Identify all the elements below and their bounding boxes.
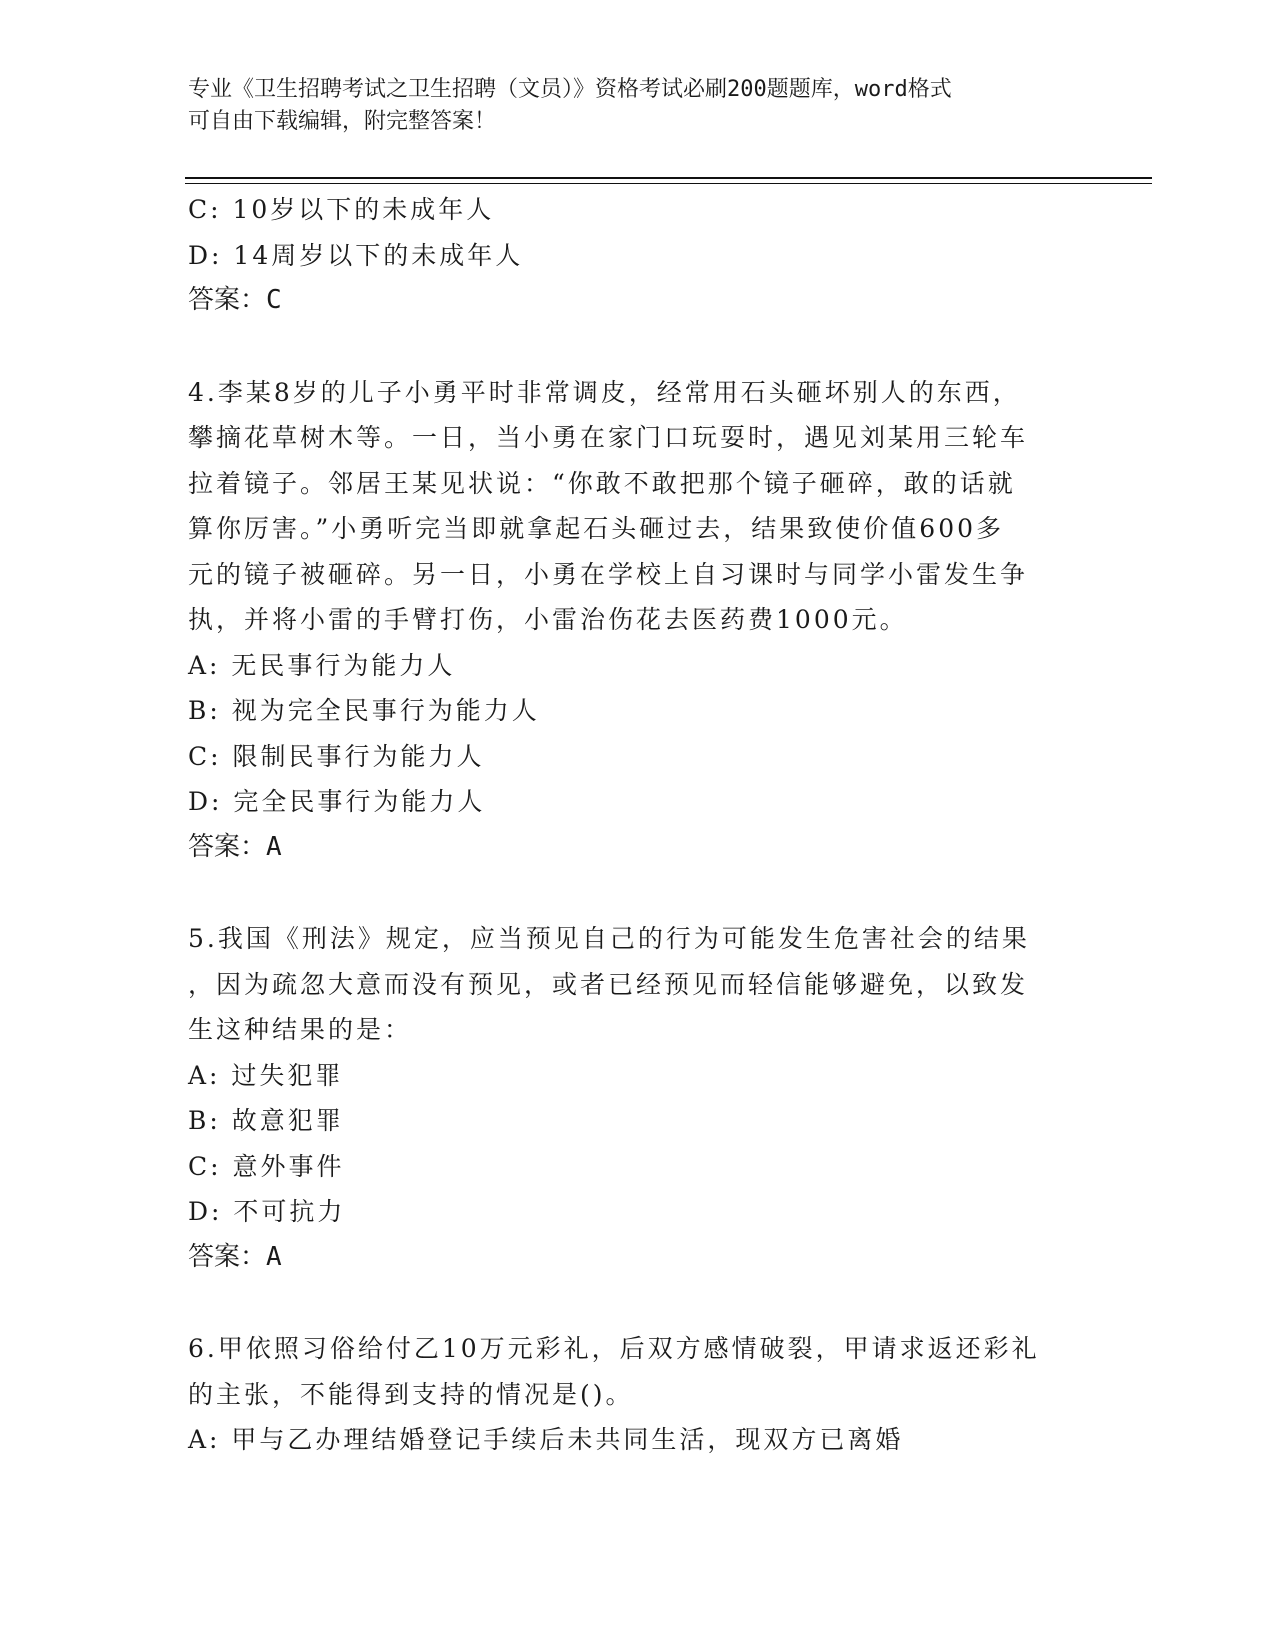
header-line-2: 可自由下载编辑，附完整答案！ [188, 109, 497, 134]
q4-stem-line: 攀摘花草树木等。一日，当小勇在家门口玩耍时，遇见刘某用三轮车 [188, 423, 1029, 452]
q5-option-c: C: 意外事件 [188, 1151, 345, 1181]
q4-option-c: C: 限制民事行为能力人 [188, 741, 485, 771]
q6-option-a: A: 甲与乙办理结婚登记手续后未共同生活，现双方已离婚 [188, 1425, 904, 1454]
q5-option-a: A: 过失犯罪 [188, 1060, 344, 1090]
header-line-1: 专业《卫生招聘考试之卫生招聘（文员）》资格考试必刷200题题库，word格式 [188, 77, 952, 102]
q3-answer: 答案：C [188, 285, 282, 315]
q4-option-d: D: 完全民事行为能力人 [188, 787, 486, 816]
q6-stem-line: 6.甲依照习俗给付乙10万元彩礼，后双方感情破裂，甲请求返还彩礼 [188, 1334, 1040, 1363]
header-rule-thick [185, 177, 1152, 179]
spacer [188, 1280, 1078, 1326]
q4-stem-line: 元的镜子被砸碎。另一日，小勇在学校上自习课时与同学小雷发生争 [188, 559, 1029, 589]
q3-option-c: C: 10岁以下的未成年人 [188, 195, 495, 224]
spacer [188, 324, 1078, 370]
q4-stem-line: 拉着镜子。邻居王某见状说：“你敢不敢把那个镜子砸碎，敢的话就 [188, 468, 1016, 498]
q4-option-b: B: 视为完全民事行为能力人 [188, 696, 540, 725]
q5-answer: 答案：A [188, 1241, 282, 1272]
document-header [188, 74, 1068, 138]
q6-stem-line: 的主张，不能得到支持的情况是()。 [188, 1379, 634, 1409]
q4-stem-line: 执，并将小雷的手臂打伤，小雷治伤花去医药费1000元。 [188, 605, 908, 634]
q4-answer: 答案：A [188, 831, 282, 862]
q5-option-d: D: 不可抗力 [188, 1197, 346, 1226]
q4-option-a: A: 无民事行为能力人 [188, 650, 456, 680]
q5-stem-line: ，因为疏忽大意而没有预见，或者已经预见而轻信能够避免，以致发 [188, 969, 1029, 999]
document-body [188, 187, 1078, 1463]
q4-stem-line: 算你厉害。”小勇听完当即就拿起石头砸过去，结果致使价值600多 [188, 514, 1005, 543]
q3-option-d: D: 14周岁以下的未成年人 [188, 240, 524, 270]
spacer [188, 870, 1078, 916]
header-rule-thin [185, 183, 1152, 184]
q5-option-b: B: 故意犯罪 [188, 1106, 344, 1135]
q4-stem-line: 4.李某8岁的儿子小勇平时非常调皮，经常用石头砸坏别人的东西， [188, 377, 1021, 407]
q5-stem-line: 5.我国《刑法》规定，应当预见自己的行为可能发生危害社会的结果 [188, 924, 1030, 953]
q5-stem-line: 生这种结果的是： [188, 1015, 413, 1044]
